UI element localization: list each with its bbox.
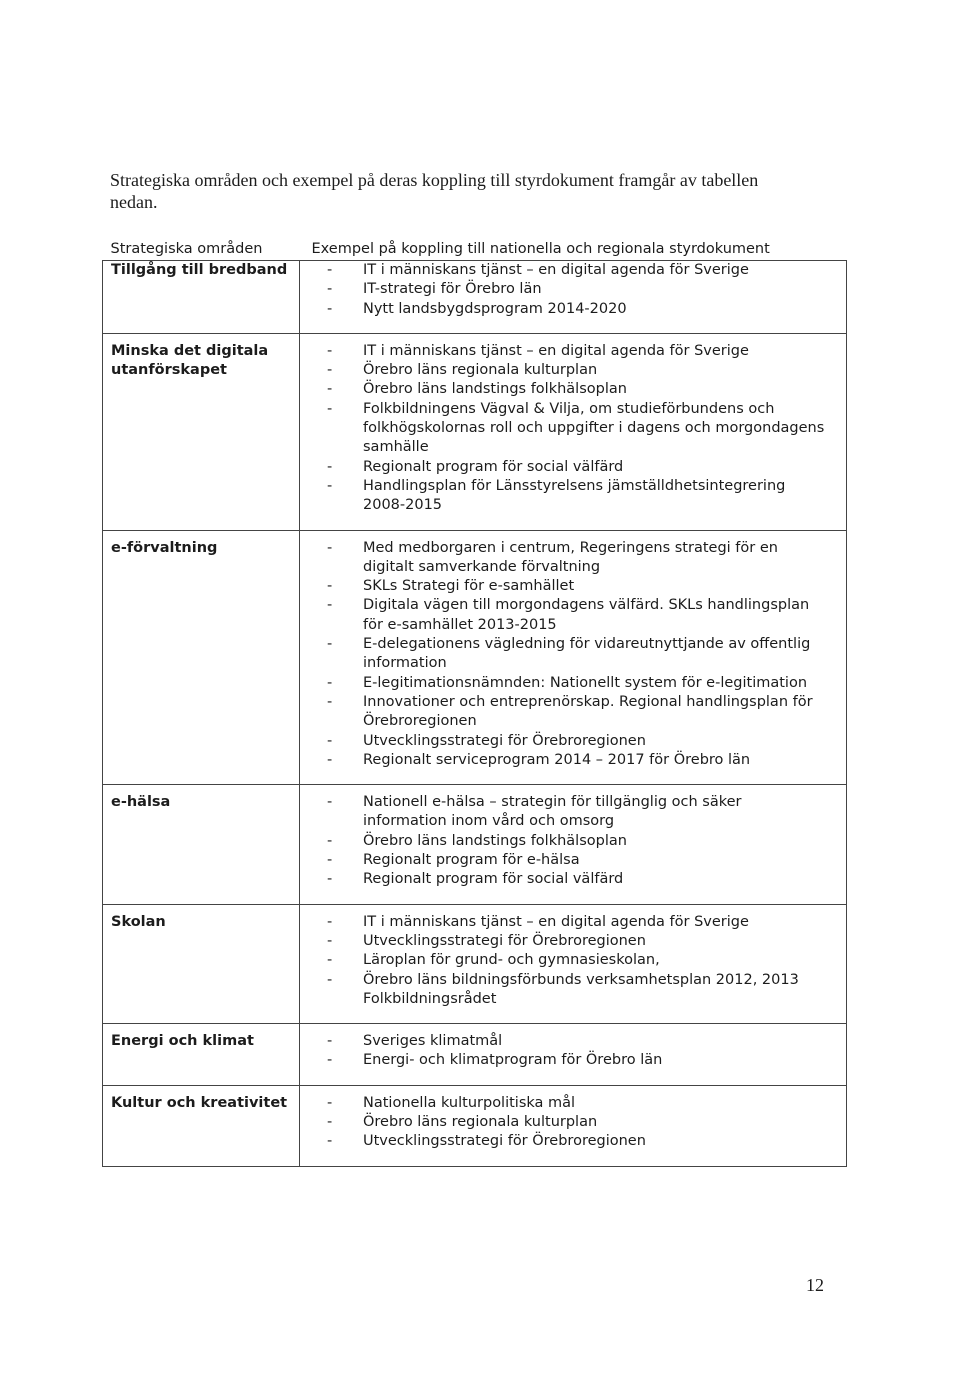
document-title: Regionalt program för social välfärd xyxy=(363,458,624,475)
list-dash-bullet: - xyxy=(327,732,333,749)
document-list-item xyxy=(327,577,826,596)
document-list-item xyxy=(327,674,826,693)
list-dash-bullet: - xyxy=(327,262,333,278)
document-list-item xyxy=(327,693,826,732)
document-list-item xyxy=(327,261,826,280)
list-dash-bullet: - xyxy=(327,952,333,969)
document-list xyxy=(327,1094,826,1152)
list-dash-bullet: - xyxy=(327,1033,333,1050)
document-title: Örebro läns bildningsförbunds verksamhetsplan 2012, 2013 Folkbildningsrådet xyxy=(363,971,799,1007)
list-dash-bullet: - xyxy=(327,1133,333,1150)
strategic-area-cell: e-förvaltning xyxy=(103,530,300,785)
document-list-item xyxy=(327,342,826,361)
list-dash-bullet: - xyxy=(327,674,333,691)
list-dash-bullet: - xyxy=(327,852,333,869)
document-title: Örebro läns landstings folkhälsoplan xyxy=(363,832,627,849)
document-title: IT i människans tjänst – en digital agenda för Sverige xyxy=(363,342,749,359)
document-title: Örebro läns landstings folkhälsoplan xyxy=(363,381,627,398)
table-row xyxy=(103,1085,847,1166)
document-title: Regionalt program för e-hälsa xyxy=(363,852,580,869)
document-list-item xyxy=(327,280,826,299)
document-title: Nytt landsbygdsprogram 2014-2020 xyxy=(363,300,627,317)
document-title: E-legitimationsnämnden: Nationellt system för e-legitimation xyxy=(363,674,808,691)
table-header-row xyxy=(103,240,847,261)
document-title: Örebro läns regionala kulturplan xyxy=(363,1113,598,1130)
document-list-item xyxy=(327,971,826,1010)
document-list-item xyxy=(327,1132,826,1151)
document-list xyxy=(327,539,826,771)
document-list-item xyxy=(327,361,826,380)
document-title: Med medborgaren i centrum, Regeringens strategi för en digitalt samverkande förvaltning xyxy=(363,539,778,575)
steering-documents-cell xyxy=(300,530,847,785)
document-title: Utvecklingsstrategi för Örebroregionen xyxy=(363,932,646,949)
document-list-item xyxy=(327,1094,826,1113)
document-list xyxy=(327,793,826,889)
strategic-area-cell: Energi och klimat xyxy=(103,1024,300,1086)
document-list-item xyxy=(327,1032,826,1051)
list-dash-bullet: - xyxy=(327,578,333,595)
list-dash-bullet: - xyxy=(327,693,333,710)
list-dash-bullet: - xyxy=(327,636,333,653)
list-dash-bullet: - xyxy=(327,597,333,614)
page-number: 12 xyxy=(806,1275,824,1295)
table-row xyxy=(103,530,847,785)
list-dash-bullet: - xyxy=(327,381,333,398)
list-dash-bullet: - xyxy=(327,971,333,988)
document-list-item xyxy=(327,458,826,477)
list-dash-bullet: - xyxy=(327,400,333,417)
table-body xyxy=(103,261,847,1167)
document-list-item xyxy=(327,539,826,578)
document-list-item xyxy=(327,380,826,399)
document-title: Nationell e-hälsa – strategin för tillgänglig och säker information inom vård och omsorg xyxy=(363,794,742,830)
strategic-area-cell: Minska det digitala utanförskapet xyxy=(103,333,300,530)
document-list xyxy=(327,342,826,516)
strategic-area-cell: e-hälsa xyxy=(103,785,300,904)
list-dash-bullet: - xyxy=(327,300,333,317)
table-row xyxy=(103,904,847,1023)
document-title: Folkbildningens Vägval & Vilja, om studieförbundens och folkhögskolornas roll och uppgifter i dagens och morgondagens samhälle xyxy=(363,400,825,456)
list-dash-bullet: - xyxy=(327,342,333,359)
document-title: Regionalt serviceprogram 2014 – 2017 för Örebro län xyxy=(363,751,751,768)
list-dash-bullet: - xyxy=(327,871,333,888)
table-row xyxy=(103,333,847,530)
steering-documents-cell xyxy=(300,785,847,904)
document-title: Sveriges klimatmål xyxy=(363,1033,503,1050)
document-list xyxy=(327,261,826,319)
steering-documents-cell xyxy=(300,1085,847,1166)
document-title: SKLs Strategi för e-samhället xyxy=(363,578,575,595)
document-list-item xyxy=(327,870,826,889)
document-list-item xyxy=(327,400,826,458)
list-dash-bullet: - xyxy=(327,1094,333,1111)
document-title: Utvecklingsstrategi för Örebroregionen xyxy=(363,732,646,749)
strategic-area-cell: Tillgång till bredband xyxy=(103,261,300,334)
list-dash-bullet: - xyxy=(327,832,333,849)
list-dash-bullet: - xyxy=(327,1052,333,1069)
list-dash-bullet: - xyxy=(327,477,333,494)
document-list-item xyxy=(327,913,826,932)
document-title: E-delegationens vägledning för vidareutnyttjande av offentlig information xyxy=(363,636,811,672)
document-title: Regionalt program för social välfärd xyxy=(363,871,624,888)
steering-documents-cell xyxy=(300,1024,847,1086)
strategic-area-cell: Kultur och kreativitet xyxy=(103,1085,300,1166)
table-row xyxy=(103,261,847,334)
document-list-item xyxy=(327,751,826,770)
document-list-item xyxy=(327,732,826,751)
list-dash-bullet: - xyxy=(327,932,333,949)
column-header-documents: Exempel på koppling till nationella och regionala styrdokument xyxy=(311,241,770,257)
list-dash-bullet: - xyxy=(327,281,333,298)
steering-documents-cell xyxy=(300,261,847,334)
list-dash-bullet: - xyxy=(327,1113,333,1130)
document-list-item xyxy=(327,596,826,635)
document-list xyxy=(327,913,826,1009)
document-title: Utvecklingsstrategi för Örebroregionen xyxy=(363,1133,646,1150)
strategy-table xyxy=(102,240,847,1167)
document-list-item xyxy=(327,1113,826,1132)
document-title: Läroplan för grund- och gymnasieskolan, xyxy=(363,952,660,969)
document-list-item xyxy=(327,300,826,319)
document-title: IT i människans tjänst – en digital agenda för Sverige xyxy=(363,913,749,930)
table-row xyxy=(103,1024,847,1086)
document-list-item xyxy=(327,1051,826,1070)
document-title: Energi- och klimatprogram för Örebro län xyxy=(363,1052,663,1069)
list-dash-bullet: - xyxy=(327,362,333,379)
document-list xyxy=(327,1032,826,1071)
document-title: Innovationer och entreprenörskap. Regional handlingsplan för Örebroregionen xyxy=(363,693,813,730)
document-title: Örebro läns regionala kulturplan xyxy=(363,362,598,379)
document-list-item xyxy=(327,832,826,851)
document-list-item xyxy=(327,477,826,516)
document-title: Digitala vägen till morgondagens välfärd. SKLs handlingsplan för e-samhället 2013-2015 xyxy=(363,597,810,633)
document-list-item xyxy=(327,635,826,674)
document-title: Handlingsplan för Länsstyrelsens jämställdhetsintegrering 2008-2015 xyxy=(363,477,786,514)
document-list-item xyxy=(327,793,826,832)
document-title: IT i människans tjänst – en digital agenda för Sverige xyxy=(363,262,749,278)
document-title: IT-strategi för Örebro län xyxy=(363,281,542,298)
column-header-areas: Strategiska områden xyxy=(110,241,263,257)
list-dash-bullet: - xyxy=(327,539,333,556)
document-title: Nationella kulturpolitiska mål xyxy=(363,1094,576,1111)
document-list-item xyxy=(327,932,826,951)
document-list-item xyxy=(327,851,826,870)
steering-documents-cell xyxy=(300,333,847,530)
document-list-item xyxy=(327,951,826,970)
steering-documents-cell xyxy=(300,904,847,1023)
list-dash-bullet: - xyxy=(327,794,333,811)
table-row xyxy=(103,785,847,904)
list-dash-bullet: - xyxy=(327,913,333,930)
strategic-area-cell: Skolan xyxy=(103,904,300,1023)
list-dash-bullet: - xyxy=(327,458,333,475)
intro-paragraph: Strategiska områden och exempel på deras koppling till styrdokument framgår av tabellen nedan. xyxy=(110,170,759,212)
list-dash-bullet: - xyxy=(327,751,333,768)
